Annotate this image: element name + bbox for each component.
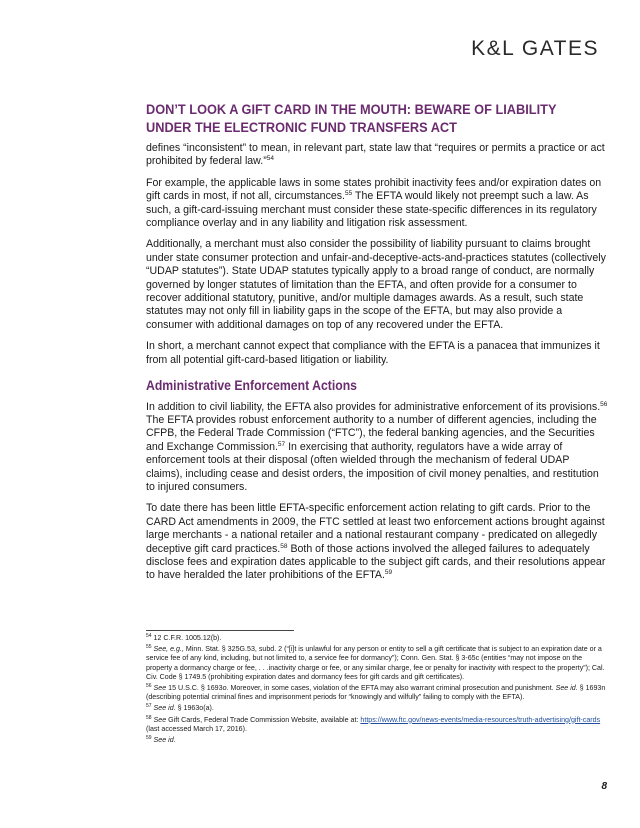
- footnote-text: § 1963o(a).: [175, 704, 214, 713]
- footnote-55: [146, 645, 606, 682]
- paragraph-text: defines “inconsistent” to mean, in relevant part, state law that “requires or permits a practice or act prohibited by federal law.”: [146, 142, 605, 168]
- footnote-signal: See id.: [153, 704, 176, 713]
- paragraph-text: To date there has been little EFTA-specific enforcement action relating to gift cards. Prior to the CARD Act amendments in 2009, the FTC settled at least two enforcement actions brought against large merchants - a national retailer and a national restaurant company - predicated on allegedly deceptive gift card practices.: [146, 502, 605, 555]
- paragraph-text: The EFTA would likely not preempt such a law. As such, a gift-card-issuing merchant must consider these state-specific differences in its regulatory compliance overlay and in any liability and litigation risk assessment.: [146, 190, 597, 230]
- footnote-text: § 1693n (describing potential criminal fines and imprisonment periods for “knowingly and wilfully” failing to comply with the EFTA).: [146, 684, 606, 702]
- ftc-gift-cards-link[interactable]: https://www.ftc.gov/news-events/media-resources/truth-advertising/gift-cards: [360, 715, 601, 724]
- footnote-59: [146, 736, 606, 745]
- section-heading: Administrative Enforcement Actions: [146, 378, 357, 394]
- footnote-ref[interactable]: 56: [600, 400, 608, 408]
- paragraph-text: For example, the applicable laws in some states prohibit inactivity fees and/or expiration dates on gift cards in most, if not all, circumstances.: [146, 176, 602, 203]
- footnote-text: 12 C.F.R. 1005.12(b).: [151, 634, 222, 642]
- footnote-54: [146, 634, 606, 643]
- article-body: [146, 142, 608, 591]
- paragraph: In short, a merchant cannot expect that compliance with the EFTA is a panacea that immunizes it from all potential gift-card-based litigation or liability.: [146, 340, 600, 366]
- footnote-58: [146, 716, 606, 734]
- footnote-signal: See: [153, 684, 167, 693]
- footnote-signal: See, e.g.,: [153, 645, 184, 654]
- footnote-56: [146, 684, 606, 702]
- paragraph: [146, 401, 608, 495]
- footnote-ref[interactable]: 59: [384, 569, 393, 577]
- footnote-signal: See: [153, 715, 167, 724]
- footnote-signal: See id.: [153, 736, 176, 745]
- footnote-text: . Moreover, in some cases, violation of the EFTA may also warrant criminal prosecution and punishment.: [226, 684, 556, 693]
- footnote-ref[interactable]: 55: [345, 190, 353, 198]
- page-number: 8: [601, 781, 607, 792]
- paragraph-text: Both of those actions involved the alleged failures to adequately disclose fees and expiration dates applicable to the subject gift cards, and their resolutions appear to have heralded the later prohibitions of the EFTA.: [146, 542, 606, 582]
- paragraph-text: In exercising that authority, regulators have a wide array of enforcement tools at their disposal (often wielded through the mechanism of federal UDAP claims), including cease and desist orders, the imposition of civil money penalties, and restitution to injured consumers.: [146, 440, 599, 493]
- footnote-number: 55: [146, 644, 152, 651]
- paragraph-text: In addition to civil liability, the EFTA also provides for administrative enforcement of its provisions.: [146, 400, 601, 413]
- footnote-text: Gift Cards, Federal Trade Commission Website, available at:: [166, 715, 361, 724]
- paragraph: [146, 142, 608, 169]
- paragraph-text: The EFTA provides robust enforcement authority to a number of different agencies, including the CFPB, the Federal Trade Commission (“FTC”), the federal banking agencies, and the Securities and Exchange Commission.: [146, 413, 597, 453]
- footnotes: [146, 634, 606, 747]
- footnote-number: 57: [146, 703, 152, 710]
- paragraph: Additionally, a merchant must also consider the possibility of liability pursuant to claims brought under state consumer protection and unfair-and-deceptive-acts-and-practices statutes (collectively “UDAP statutes”). State UDAP statutes typically apply to a broad range of conduct, are normally governed by longer statutes of limitation than the EFTA, and often provide for a consumer to recover additional statutory, punitive, and/or multiple damages awards. As a result, such state statutes may not only fill in liability gaps in the scope of the EFTA, but may also provide a consumer with additional damages on top of any recovered under the EFTA.: [146, 238, 606, 331]
- paragraph: [146, 177, 608, 231]
- footnote-signal: See id.: [555, 684, 578, 693]
- kl-gates-logo: K&L GATES: [471, 37, 599, 60]
- page-title: DON’T LOOK A GIFT CARD IN THE MOUTH: BEWARE OF LIABILITY UNDER THE ELECTRONIC FUND TRANSFERS ACT: [146, 102, 557, 136]
- footnote-text: (last accessed March 17, 2016).: [146, 724, 247, 733]
- footnote-ref[interactable]: 58: [280, 542, 288, 550]
- footnote-text: 15 U.S.C. § 1693: [166, 684, 223, 693]
- footnote-text: Minn. Stat. § 325G.53, subd. 2 (“[i]t is unlawful for any person or entity to sell a gift certificate that is subject to an expiration date or a service fee of any kind, including, but not limited to, a service fee for dormancy”); Conn. Gen. Stat. § 3-65c (entities “may not impose on the property a dormancy charge or fee, . . .inactivity charge or fee, or any similar charge, fee or penalty for inactivity with respect to the property”); Cal. Civ. Code § 1749.5 (prohibiting expiration dates and dormancy fees for gift cards and gift certificates).: [146, 645, 605, 681]
- footnote-ref[interactable]: 57: [277, 440, 286, 448]
- footnote-57: [146, 704, 606, 713]
- footnote-number: 59: [146, 735, 152, 742]
- footnote-text: o: [222, 684, 227, 693]
- footnote-number: 54: [146, 633, 152, 639]
- paragraph: [146, 502, 608, 582]
- footnote-ref[interactable]: 54: [266, 155, 274, 163]
- footnote-number: 58: [146, 714, 152, 721]
- footnote-number: 56: [146, 683, 152, 690]
- footnote-divider: [146, 630, 294, 631]
